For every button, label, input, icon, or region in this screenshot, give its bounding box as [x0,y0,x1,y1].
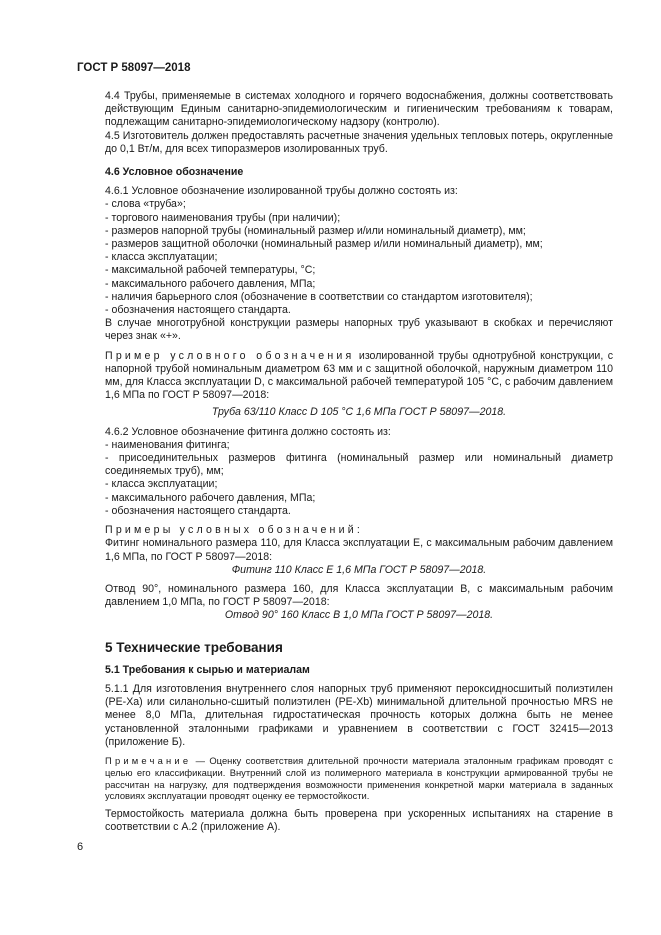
list-trube-designation [105,198,613,317]
list-item: - слова «труба»; [105,198,186,211]
note-label: Примечание [105,754,192,766]
list-item: - наименования фитинга; [105,438,230,451]
example-2-formula-2: Отвод 90° 160 Класс В 1,0 МПа ГОСТ Р 58097—2018. [224,609,494,622]
paragraph-4-6-1: 4.6.1 Условное обозначение изолированной трубы должно состоять из: [105,185,458,198]
list-item: - обозначения настоящего стандарта. [105,304,291,317]
paragraph-5-1-1: 5.1.1 Для изготовления внутреннего слоя напорных труб применяют пероксидносшитый полиэтилен (РЕ-Ха) или силанольно-сшитый полиэтилен (РЕ-Xb) минимальной длительной прочностью MRS не менее 8,0 МПа, длительная гидростатическая прочность которых должна быть не менее установленной эталонными графиками и уравнением в соответствии с ГОСТ 32415—2013 (приложение Б). [105,682,613,748]
heading-4-6: 4.6 Условное обозначение [105,166,244,179]
example-1 [105,350,613,403]
heading-5-1: 5.1 Требования к сырью и материалам [105,663,310,676]
list-fitting-designation [105,439,613,518]
list-item: - присоединительных размеров фитинга (номинальный размер или номинальный диаметр соединяемых труб), мм; [105,452,613,478]
list-item: - обозначения настоящего стандарта. [105,504,291,517]
list-item: - наличия барьерного слоя (обозначение в соответствии со стандартом изготовителя); [105,290,533,303]
document-body [105,90,613,835]
list-item: - максимальной рабочей температуры, °С; [105,264,316,277]
examples-2-label: Примеры условных обозначений: [105,524,363,537]
example-1-label: Пример условного обозначения [105,349,355,362]
example-2-text-1: Фитинг номинального размера 110, для Класса эксплуатации Е, с максимальным рабочим давлением 1,6 МПа, по ГОСТ Р 58097—2018: [105,537,613,563]
note-text: — Оценку соответствия длительной прочности материала эталонным графикам проводят с целью его классификации. Внутренний слой из полимерного материала в конструкции армированной трубы не рассчитан на нагрузку, для подтверждения возможности применения конкретной марки материала в заданных условиях эксплуатации проводят оценку ее термостойкости. [105,754,613,802]
paragraph-multi-pipe: В случае многотрубной конструкции размеры напорных труб указывают в скобках и перечисляют через знак «+». [105,317,613,343]
page-number: 6 [77,841,84,853]
list-item: - максимального рабочего давления, МПа; [105,277,316,290]
paragraph-4-5: 4.5 Изготовитель должен предоставлять расчетные значения удельных тепловых потерь, округленные до 0,1 Вт/м, для всех типоразмеров изолированных труб. [105,129,613,155]
example-1-formula: Труба 63/110 Класс D 105 °С 1,6 МПа ГОСТ Р 58097—2018. [211,406,507,419]
running-header: ГОСТ Р 58097—2018 [77,62,191,74]
list-item: - торгового наименования трубы (при наличии); [105,211,341,224]
example-2-formula-1: Фитинг 110 Класс Е 1,6 МПа ГОСТ Р 58097—2018. [231,563,487,576]
list-item: - класса эксплуатации; [105,251,218,264]
list-item: - размеров защитной оболочки (номинальный размер и/или номинальный диаметр), мм; [105,238,543,251]
paragraph-4-4 [105,90,613,130]
example-1-text: изолированной трубы однотрубной конструкции, с напорной трубой номинальным диаметром 63 мм и с защитной оболочкой, наружным диаметром 110 мм, для Класса эксплуатации D, с максимальной рабочей температурой 105 °С, с рабочим давлением 1,6 МПа по ГОСТ Р 58097—2018: [105,349,613,402]
heading-section-5: 5 Технические требования [105,639,283,655]
list-item: - класса эксплуатации; [105,478,218,491]
paragraph-4-4-text: 4.4 Трубы, применяемые в системах холодного и горячего водоснабжения, должны соответствовать действующим Единым санитарно-эпидемиологическим и гигиеническим требованиям к товарам, подлежащим санитарно-эпидемиологическому надзору (контролю). [105,90,613,129]
paragraph-thermo: Термостойкость материала должна быть проверена при ускоренных испытаниях на старение в соответствии с А.2 (приложение А). [105,808,613,834]
list-item: - размеров напорной трубы (номинальный размер и/или номинальный диаметр), мм; [105,224,526,237]
paragraph-4-6-2: 4.6.2 Условное обозначение фитинга должно состоять из: [105,425,391,438]
list-item: - максимального рабочего давления, МПа; [105,491,316,504]
example-2-text-2: Отвод 90°, номинального размера 160, для Класса эксплуатации В, с максимальным рабочим давлением 1,0 МПа, по ГОСТ Р 58097—2018: [105,582,613,609]
note [105,755,613,802]
